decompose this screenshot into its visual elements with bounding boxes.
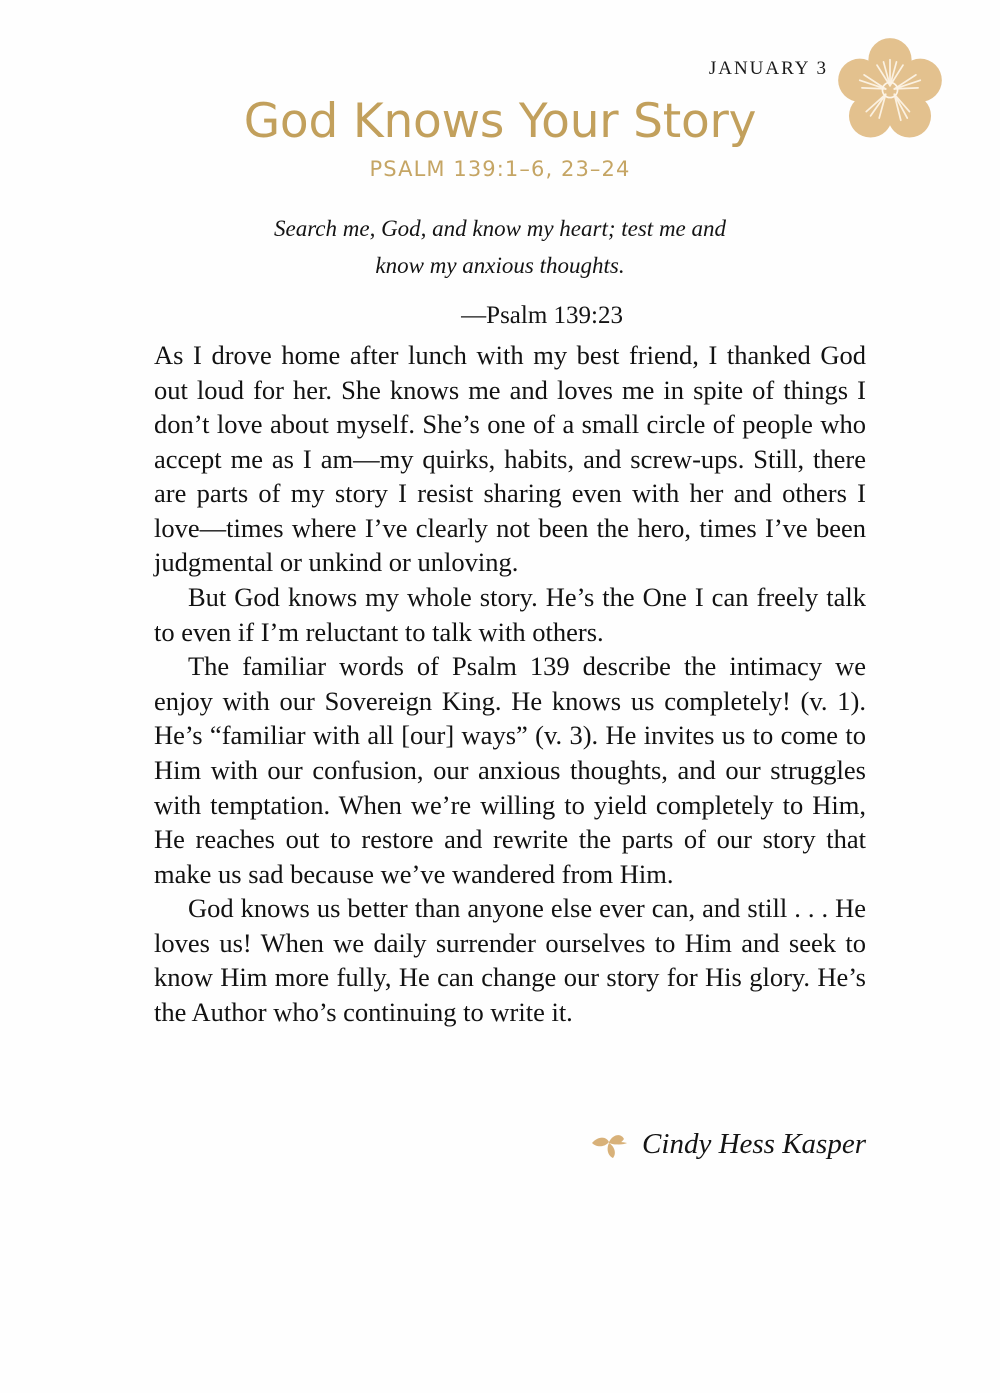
author-name: Cindy Hess Kasper <box>642 1128 866 1160</box>
body-text <box>154 338 866 1030</box>
scripture-reference: PSALM 139:1–6, 23–24 <box>369 156 631 181</box>
page-title: God Knows Your Story <box>243 94 757 149</box>
author-byline <box>154 1128 866 1161</box>
title-block <box>0 96 1000 181</box>
epigraph-block <box>255 210 745 330</box>
body-paragraph: The familiar words of Psalm 139 describe the intimacy we enjoy with our Sovereign King. He knows us completely! (v. 1). He’s “familiar with all [our] ways” (v. 3). He invites us to come to Him with our confusion, our anxious thoughts, and our struggles with temptation. When we’re willing to yield completely to Him, He reaches out to restore and rewrite the parts of our story that make us sad because we’ve wandered from Him. <box>154 651 866 889</box>
epigraph-quote: Search me, God, and know my heart; test me and know my anxious thoughts. <box>273 216 727 279</box>
epigraph-source: —Psalm 139:23 <box>461 301 623 329</box>
body-paragraph: But God knows my whole story. He’s the One I can freely talk to even if I’m reluctant to talk with others. <box>154 582 866 647</box>
date-heading: JANUARY 3 <box>708 58 828 79</box>
body-paragraph: God knows us better than anyone else ever can, and still . . . He loves us! When we daily surrender ourselves to Him and seek to know Him more fully, He can change our story for His glory. He’s the Author who’s continuing to write it. <box>154 893 866 1027</box>
body-paragraph: As I drove home after lunch with my best friend, I thanked God out loud for her. She knows me and loves me in spite of things I don’t love about myself. She’s one of a small circle of people who accept me as I am—my quirks, habits, and screw-ups. Still, there are parts of my story I resist sharing even with her and others I love—times where I’ve clearly not been the hero, times I’ve been judgmental or unkind or unloving. <box>154 340 866 578</box>
leaf-ornament-icon <box>590 1130 630 1160</box>
